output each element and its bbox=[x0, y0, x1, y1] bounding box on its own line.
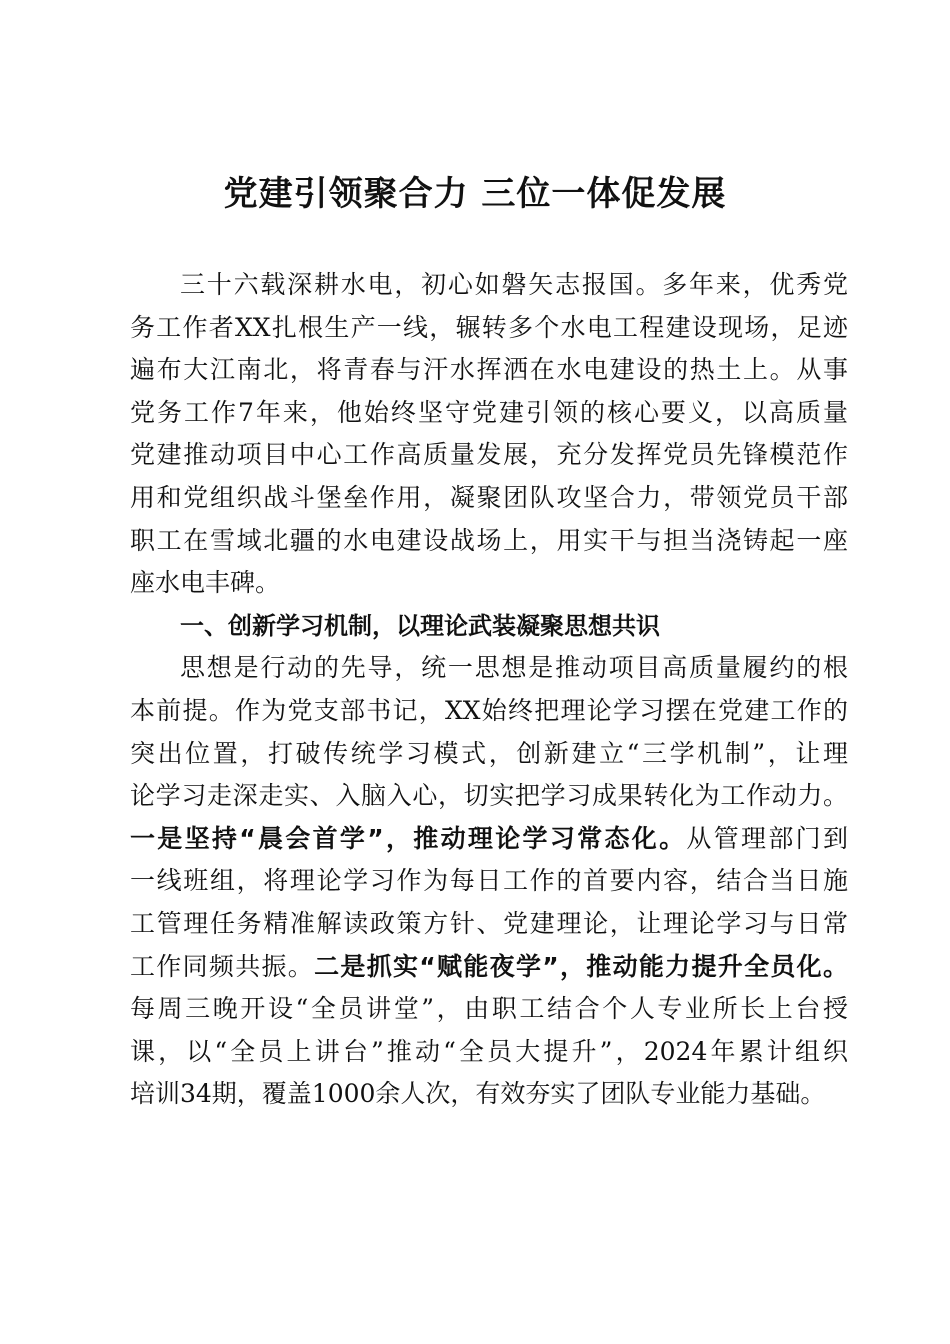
text-segment: 一、创新学习机制，以理论武装凝聚思想共识 bbox=[180, 611, 660, 640]
paragraph-line bbox=[130, 860, 848, 903]
text-segment: 一线班组，将理论学习作为每日工作的首要内容，结合当日施 bbox=[130, 866, 848, 896]
section-heading bbox=[130, 605, 848, 648]
paragraph-line bbox=[130, 562, 848, 605]
paragraph-line bbox=[130, 1031, 848, 1074]
text-segment: 突出位置，打破传统学习模式，创新建立“三学机制”，让理 bbox=[130, 738, 848, 768]
paragraph-line bbox=[130, 392, 848, 435]
text-segment: 思想是行动的先导，统一思想是推动项目高质量履约的根 bbox=[180, 653, 848, 683]
text-segment: 职工在雪域北疆的水电建设战场上，用实干与担当浇铸起一座 bbox=[130, 525, 848, 555]
paragraph-line bbox=[130, 946, 848, 989]
paragraph-line bbox=[130, 477, 848, 520]
paragraph-line bbox=[130, 733, 848, 776]
text-segment: 座水电丰碑。 bbox=[130, 568, 281, 598]
text-segment: 遍布大江南北，将青春与汗水挥洒在水电建设的热土上。从事 bbox=[130, 355, 848, 385]
text-segment: 工作同频共振。 bbox=[130, 951, 315, 981]
paragraph-line bbox=[130, 690, 848, 733]
paragraph-line bbox=[130, 775, 848, 818]
paragraph-line bbox=[130, 1073, 848, 1116]
paragraph-line bbox=[130, 818, 848, 861]
text-segment: 培训34期，覆盖1000余人次，有效夯实了团队专业能力基础。 bbox=[130, 1079, 826, 1109]
paragraph-line bbox=[130, 434, 848, 477]
document-body bbox=[130, 264, 848, 1116]
text-segment: 从管理部门到 bbox=[686, 823, 848, 853]
text-segment: 课，以“全员上讲台”推动“全员大提升”，2024年累计组织 bbox=[130, 1036, 848, 1066]
text-segment: 党务工作7年来，他始终坚守党建引领的核心要义，以高质量 bbox=[130, 397, 848, 427]
paragraph-line bbox=[130, 520, 848, 563]
text-segment: 三十六载深耕水电，初心如磐矢志报国。多年来，优秀党 bbox=[180, 270, 848, 299]
text-segment: 用和党组织战斗堡垒作用，凝聚团队攻坚合力，带领党员干部 bbox=[130, 482, 848, 512]
text-segment: 工管理任务精准解读政策方针、党建理论，让理论学习与日常 bbox=[130, 908, 848, 938]
paragraph-line bbox=[130, 647, 848, 690]
paragraph-line bbox=[130, 307, 848, 350]
text-segment: 务工作者XX扎根生产一线，辗转多个水电工程建设现场，足迹 bbox=[130, 312, 848, 342]
bold-lead-text: 一是坚持“晨会首学”，推动理论学习常态化。 bbox=[130, 823, 687, 853]
text-segment: 本前提。作为党支部书记，XX始终把理论学习摆在党建工作的 bbox=[130, 695, 848, 725]
document-title: 党建引领聚合力 三位一体促发展 bbox=[223, 174, 727, 214]
paragraph-line bbox=[130, 988, 848, 1031]
paragraph-line bbox=[130, 903, 848, 946]
paragraph-line bbox=[130, 264, 848, 307]
text-segment: 党建推动项目中心工作高质量发展，充分发挥党员先锋模范作 bbox=[130, 440, 848, 470]
bold-lead-text: 二是抓实“赋能夜学”，推动能力提升全员化。 bbox=[314, 951, 848, 981]
paragraph-line bbox=[130, 349, 848, 392]
text-segment: 每周三晚开设“全员讲堂”，由职工结合个人专业所长上台授 bbox=[130, 994, 848, 1024]
text-segment: 论学习走深走实、入脑入心，切实把学习成果转化为工作动力。 bbox=[130, 781, 848, 811]
